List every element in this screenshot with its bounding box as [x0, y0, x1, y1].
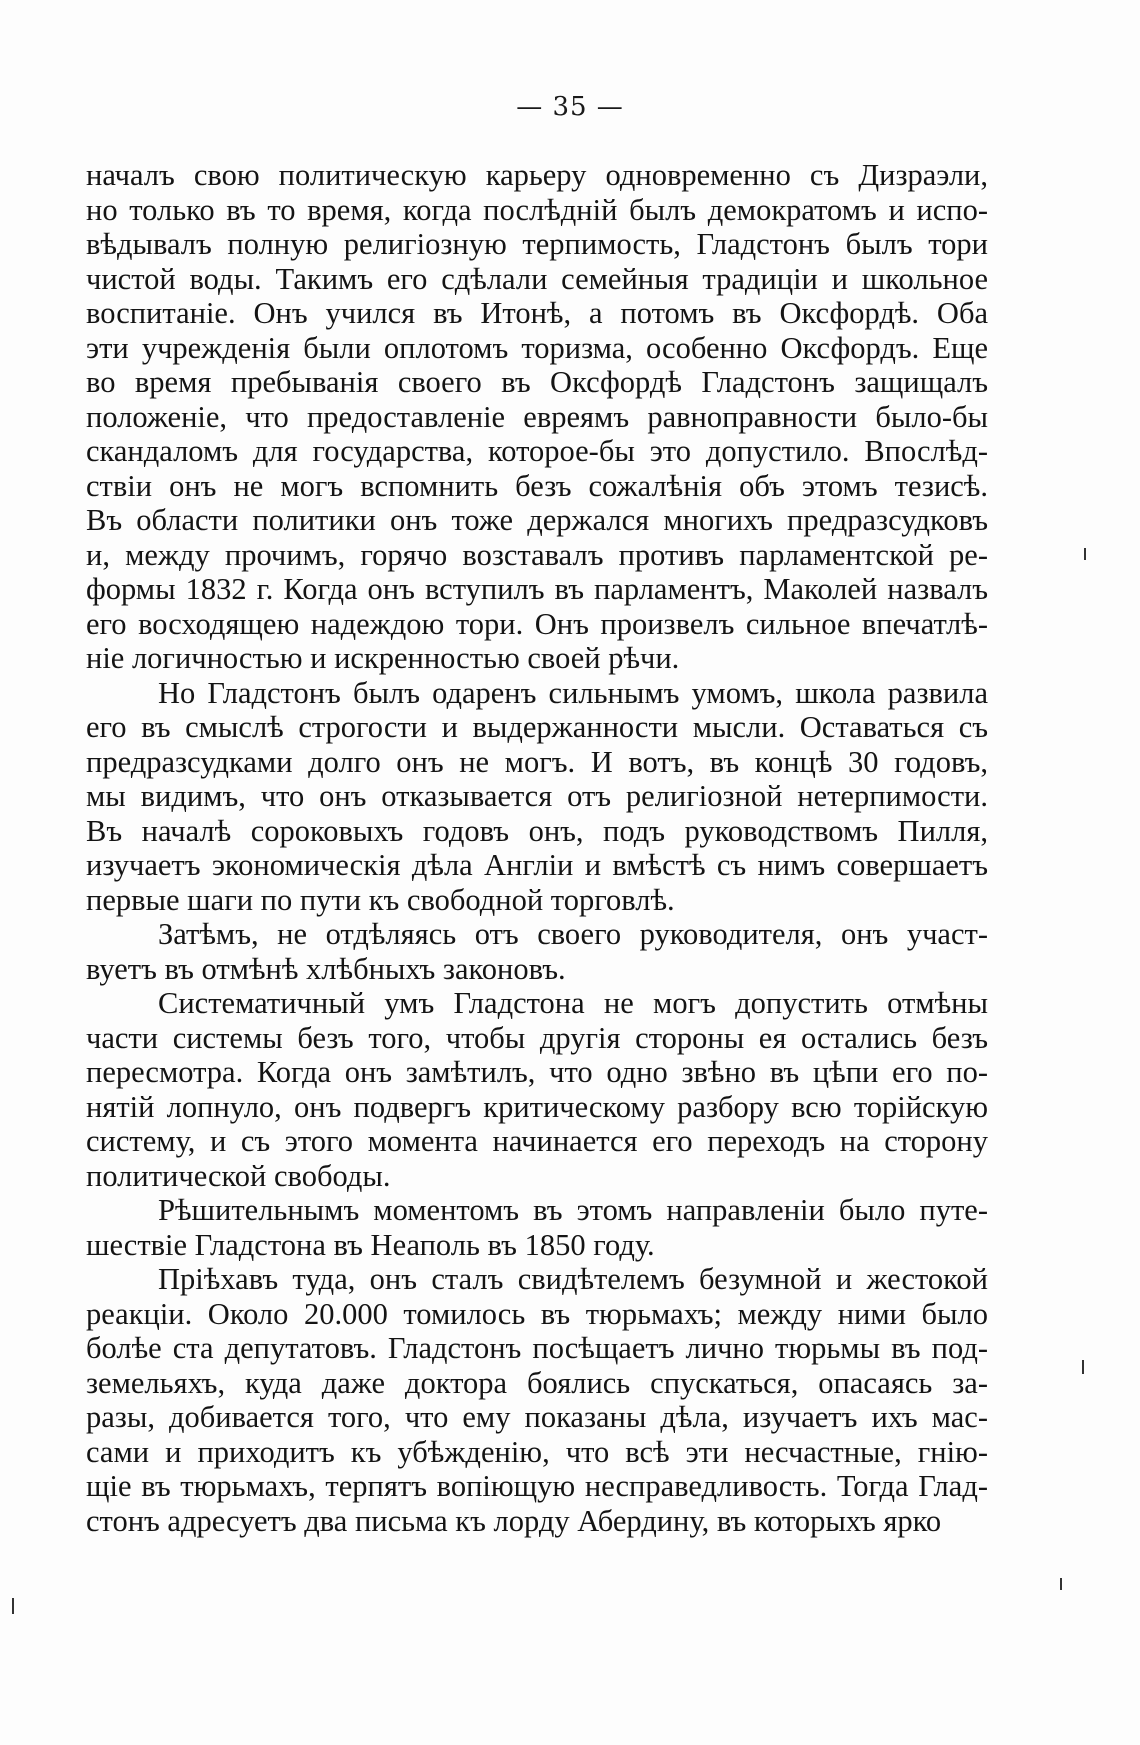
page-number: — 35 — — [516, 92, 624, 122]
text-line: изучаетъ экономическія дѣла Англіи и вмѣстѣ съ нимъ совершаетъ — [86, 848, 988, 882]
text-line: вѣдывалъ полную религіозную терпимость, Гладстонъ былъ тори — [86, 227, 988, 261]
text-line: ніе логичностью и искренностью своей рѣчи. — [86, 641, 680, 675]
text-line: но только въ то время, когда послѣдній былъ демократомъ и испо- — [86, 192, 988, 227]
scan-mark — [1082, 1360, 1084, 1374]
text-line: политической свободы. — [86, 1158, 391, 1193]
text-line: во время пребыванія своего въ Оксфордѣ Гладстонъ защищалъ — [86, 365, 988, 399]
paragraph — [86, 917, 988, 986]
text-line: нятій лопнуло, онъ подвергъ критическому разбору всю торійскую — [86, 1089, 988, 1124]
text-line: скандаломъ для государства, которое-бы это допустило. Впослѣд- — [86, 434, 988, 468]
text-line: Рѣшительнымъ моментомъ въ этомъ направленіи было путе- — [158, 1193, 988, 1227]
text-line: стонъ адресуетъ два письма къ лорду Абердину, въ которыхъ ярко — [86, 1503, 942, 1538]
body-text — [86, 158, 988, 1538]
text-line: положеніе, что предоставленіе евреямъ равноправности было-бы — [86, 399, 988, 434]
paragraph — [86, 1262, 988, 1538]
text-line: сами и приходитъ къ убѣжденію, что всѣ эти несчастные, гнію- — [86, 1434, 988, 1469]
text-line: Въ началѣ сороковыхъ годовъ онъ, подъ руководствомъ Пилля, — [86, 813, 988, 848]
paragraph — [86, 676, 988, 918]
text-line: и, между прочимъ, горячо возставалъ противъ парламентской ре- — [86, 537, 988, 572]
scan-mark — [1060, 1578, 1062, 1590]
text-line: Въ области политики онъ тоже держался многихъ предразсудковъ — [86, 503, 988, 537]
paragraph — [86, 1193, 988, 1262]
text-line: чистой воды. Такимъ его сдѣлали семейныя традиціи и школьное — [86, 261, 988, 296]
text-line: Систематичный умъ Гладстона не могъ допустить отмѣны — [158, 986, 988, 1020]
text-line: Но Гладстонъ былъ одаренъ сильнымъ умомъ, школа развила — [158, 675, 988, 710]
text-line: формы 1832 г. Когда онъ вступилъ въ парламентъ, Маколей назвалъ — [86, 572, 988, 606]
paragraph — [86, 158, 988, 676]
text-line: мы видимъ, что онъ отказывается отъ религіозной нетерпимости. — [86, 779, 988, 813]
text-line: земельяхъ, куда даже доктора боялись спускаться, опасаясь за- — [86, 1365, 988, 1400]
text-line: щіе въ тюрьмахъ, терпятъ вопіющую несправедливость. Тогда Глад- — [86, 1469, 988, 1503]
text-line: ствіи онъ не могъ вспомнить безъ сожалѣнія объ этомъ тезисѣ. — [86, 468, 988, 503]
text-line: пересмотра. Когда онъ замѣтилъ, что одно звѣно въ цѣпи его по- — [86, 1055, 988, 1089]
text-line: Пріѣхавъ туда, онъ сталъ свидѣтелемъ безумной и жестокой — [158, 1262, 988, 1296]
text-line: началъ свою политическую карьеру одновременно съ Дизраэли, — [86, 158, 988, 192]
text-line: первые шаги по пути къ свободной торговлѣ. — [86, 882, 675, 917]
paragraph — [86, 986, 988, 1193]
text-line: систему, и съ этого момента начинается его переходъ на сторону — [86, 1124, 988, 1158]
text-line: его въ смыслѣ строгости и выдержанности мысли. Оставаться съ — [86, 710, 988, 744]
scan-mark — [12, 1598, 14, 1614]
text-line: болѣе ста депутатовъ. Гладстонъ посѣщаетъ лично тюрьмы въ под- — [86, 1331, 988, 1365]
text-line: вуетъ въ отмѣнѣ хлѣбныхъ законовъ. — [86, 951, 566, 986]
text-line: воспитаніе. Онъ учился въ Итонѣ, а потомъ въ Оксфордѣ. Оба — [86, 296, 988, 330]
text-line: реакціи. Около 20.000 томилось въ тюрьмахъ; между ними было — [86, 1296, 988, 1331]
text-line: предразсудками долго онъ не могъ. И вотъ, въ концѣ 30 годовъ, — [86, 744, 988, 779]
text-line: шествіе Гладстона въ Неаполь въ 1850 году. — [86, 1227, 655, 1262]
scan-mark — [1084, 548, 1086, 560]
text-line: эти учрежденія были оплотомъ торизма, особенно Оксфордъ. Еще — [86, 330, 988, 365]
text-line: его восходящею надеждою тори. Онъ произвелъ сильное впечатлѣ- — [86, 606, 988, 641]
text-line: Затѣмъ, не отдѣляясь отъ своего руководителя, онъ участ- — [158, 917, 988, 951]
text-line: разы, добивается того, что ему показаны дѣла, изучаетъ ихъ мас- — [86, 1400, 988, 1434]
text-line: части системы безъ того, чтобы другія стороны ея остались безъ — [86, 1020, 988, 1055]
